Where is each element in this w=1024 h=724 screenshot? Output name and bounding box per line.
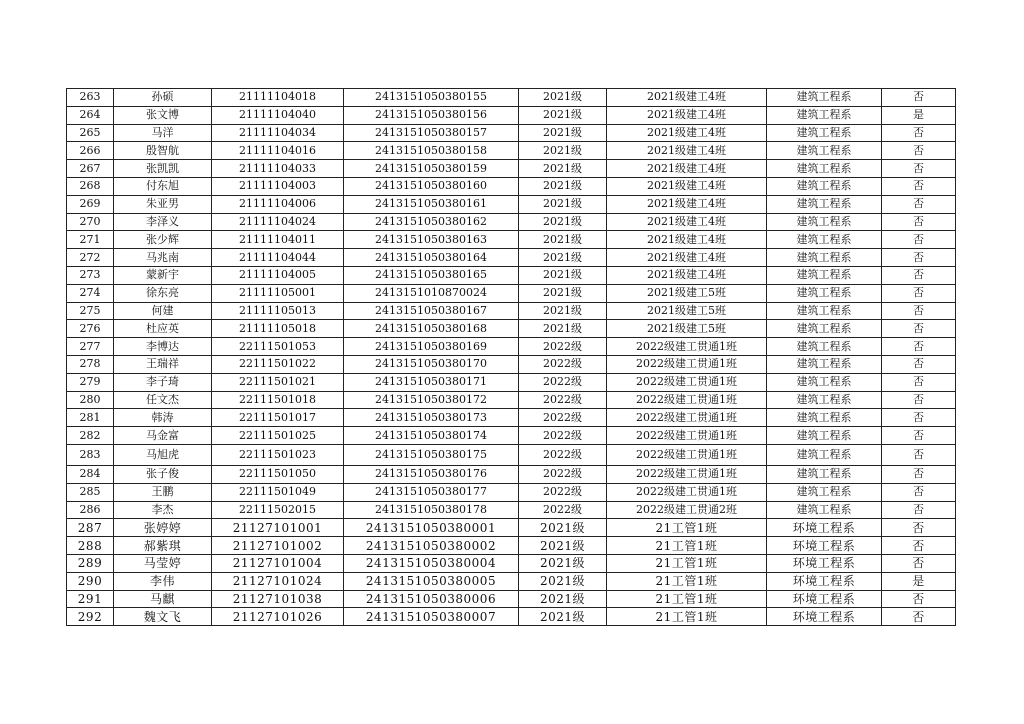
- table-row: [67, 537, 956, 555]
- flag-cell: 否: [882, 444, 956, 465]
- table-row: [67, 409, 956, 427]
- student-name-cell: 李泽义: [114, 213, 212, 231]
- grade-cell: 2021级: [519, 554, 607, 572]
- row-number-cell: 265: [67, 124, 114, 142]
- flag-cell: 是: [882, 572, 956, 590]
- row-number-cell: 272: [67, 249, 114, 267]
- student-name-cell: 张子俊: [114, 465, 212, 483]
- flag-cell: 否: [882, 160, 956, 178]
- registration-number-cell: 2413151050380002: [344, 537, 519, 555]
- department-cell: 建筑工程系: [767, 320, 882, 338]
- table-row: [67, 284, 956, 302]
- flag-cell: 否: [882, 231, 956, 249]
- row-number-cell: 275: [67, 302, 114, 320]
- registration-number-cell: 2413151050380006: [344, 590, 519, 608]
- row-number-cell: 276: [67, 320, 114, 338]
- registration-number-cell: 2413151050380168: [344, 320, 519, 338]
- student-id-cell: 21127101024: [212, 572, 344, 590]
- flag-cell: 否: [882, 89, 956, 107]
- department-cell: 建筑工程系: [767, 444, 882, 465]
- grade-cell: 2021级: [519, 106, 607, 124]
- registration-number-cell: 2413151050380177: [344, 483, 519, 501]
- student-id-cell: 22111501049: [212, 483, 344, 501]
- student-id-cell: 21111104024: [212, 213, 344, 231]
- department-cell: 建筑工程系: [767, 249, 882, 267]
- class-name-cell: 2022级建工贯通1班: [607, 465, 767, 483]
- table-row: [67, 355, 956, 373]
- class-name-cell: 21工管1班: [607, 608, 767, 626]
- row-number-cell: 273: [67, 266, 114, 284]
- registration-number-cell: 2413151050380162: [344, 213, 519, 231]
- student-id-cell: 21111104016: [212, 142, 344, 160]
- student-id-cell: 21111104003: [212, 177, 344, 195]
- student-id-cell: 21111104006: [212, 195, 344, 213]
- class-name-cell: 2022级建工贯通1班: [607, 444, 767, 465]
- department-cell: 建筑工程系: [767, 427, 882, 445]
- student-name-cell: 李子琦: [114, 373, 212, 391]
- flag-cell: 否: [882, 249, 956, 267]
- table-row: [67, 465, 956, 483]
- table-row: [67, 231, 956, 249]
- grade-cell: 2022级: [519, 409, 607, 427]
- student-id-cell: 22111501023: [212, 444, 344, 465]
- department-cell: 建筑工程系: [767, 160, 882, 178]
- grade-cell: 2021级: [519, 266, 607, 284]
- department-cell: 建筑工程系: [767, 501, 882, 519]
- flag-cell: 否: [882, 195, 956, 213]
- department-cell: 建筑工程系: [767, 483, 882, 501]
- grade-cell: 2022级: [519, 483, 607, 501]
- grade-cell: 2021级: [519, 572, 607, 590]
- registration-number-cell: 2413151050380161: [344, 195, 519, 213]
- department-cell: 环境工程系: [767, 608, 882, 626]
- registration-number-cell: 2413151050380160: [344, 177, 519, 195]
- student-id-cell: 21111104044: [212, 249, 344, 267]
- grade-cell: 2021级: [519, 195, 607, 213]
- table-row: [67, 501, 956, 519]
- row-number-cell: 292: [67, 608, 114, 626]
- registration-number-cell: 2413151050380174: [344, 427, 519, 445]
- class-name-cell: 2021级建工5班: [607, 284, 767, 302]
- table-row: [67, 124, 956, 142]
- table-row: [67, 177, 956, 195]
- row-number-cell: 268: [67, 177, 114, 195]
- class-name-cell: 2021级建工4班: [607, 249, 767, 267]
- grade-cell: 2022级: [519, 355, 607, 373]
- student-id-cell: 21127101002: [212, 537, 344, 555]
- row-number-cell: 286: [67, 501, 114, 519]
- student-id-cell: 21127101001: [212, 519, 344, 537]
- flag-cell: 否: [882, 465, 956, 483]
- student-id-cell: 21111104005: [212, 266, 344, 284]
- table-row: [67, 213, 956, 231]
- class-name-cell: 2022级建工贯通1班: [607, 355, 767, 373]
- student-name-cell: 张文博: [114, 106, 212, 124]
- registration-number-cell: 2413151050380158: [344, 142, 519, 160]
- table-row: [67, 391, 956, 409]
- student-id-cell: 21127101004: [212, 554, 344, 572]
- row-number-cell: 288: [67, 537, 114, 555]
- department-cell: 建筑工程系: [767, 106, 882, 124]
- student-name-cell: 郝紫琪: [114, 537, 212, 555]
- student-id-cell: 22111502015: [212, 501, 344, 519]
- flag-cell: 否: [882, 519, 956, 537]
- class-name-cell: 21工管1班: [607, 554, 767, 572]
- class-name-cell: 2021级建工4班: [607, 266, 767, 284]
- registration-number-cell: 2413151050380176: [344, 465, 519, 483]
- table-body: [67, 89, 956, 626]
- department-cell: 建筑工程系: [767, 124, 882, 142]
- flag-cell: 否: [882, 142, 956, 160]
- flag-cell: 否: [882, 554, 956, 572]
- flag-cell: 否: [882, 338, 956, 356]
- row-number-cell: 285: [67, 483, 114, 501]
- registration-number-cell: 2413151050380173: [344, 409, 519, 427]
- student-name-cell: 李博达: [114, 338, 212, 356]
- table-row: [67, 572, 956, 590]
- student-id-cell: 22111501053: [212, 338, 344, 356]
- flag-cell: 否: [882, 124, 956, 142]
- student-id-cell: 21111105001: [212, 284, 344, 302]
- department-cell: 建筑工程系: [767, 338, 882, 356]
- student-id-cell: 21111104034: [212, 124, 344, 142]
- row-number-cell: 271: [67, 231, 114, 249]
- department-cell: 建筑工程系: [767, 195, 882, 213]
- row-number-cell: 274: [67, 284, 114, 302]
- row-number-cell: 263: [67, 89, 114, 107]
- flag-cell: 否: [882, 391, 956, 409]
- department-cell: 建筑工程系: [767, 89, 882, 107]
- table-row: [67, 590, 956, 608]
- table-row: [67, 320, 956, 338]
- class-name-cell: 2021级建工4班: [607, 231, 767, 249]
- table-row: [67, 483, 956, 501]
- class-name-cell: 2021级建工5班: [607, 320, 767, 338]
- student-id-cell: 21111105018: [212, 320, 344, 338]
- row-number-cell: 278: [67, 355, 114, 373]
- grade-cell: 2022级: [519, 501, 607, 519]
- grade-cell: 2022级: [519, 444, 607, 465]
- department-cell: 建筑工程系: [767, 266, 882, 284]
- registration-number-cell: 2413151050380163: [344, 231, 519, 249]
- registration-number-cell: 2413151050380156: [344, 106, 519, 124]
- department-cell: 环境工程系: [767, 537, 882, 555]
- flag-cell: 否: [882, 427, 956, 445]
- student-name-cell: 蒙新宇: [114, 266, 212, 284]
- class-name-cell: 2021级建工4班: [607, 160, 767, 178]
- class-name-cell: 2022级建工贯通1班: [607, 409, 767, 427]
- row-number-cell: 289: [67, 554, 114, 572]
- table-row: [67, 106, 956, 124]
- grade-cell: 2021级: [519, 608, 607, 626]
- class-name-cell: 2021级建工4班: [607, 106, 767, 124]
- flag-cell: 否: [882, 483, 956, 501]
- student-id-cell: 22111501025: [212, 427, 344, 445]
- student-name-cell: 韩涛: [114, 409, 212, 427]
- flag-cell: 否: [882, 590, 956, 608]
- department-cell: 建筑工程系: [767, 391, 882, 409]
- grade-cell: 2022级: [519, 373, 607, 391]
- department-cell: 环境工程系: [767, 519, 882, 537]
- student-name-cell: 马旭虎: [114, 444, 212, 465]
- grade-cell: 2021级: [519, 160, 607, 178]
- student-name-cell: 殷智航: [114, 142, 212, 160]
- grade-cell: 2021级: [519, 537, 607, 555]
- class-name-cell: 2022级建工贯通1班: [607, 391, 767, 409]
- flag-cell: 是: [882, 106, 956, 124]
- registration-number-cell: 2413151050380164: [344, 249, 519, 267]
- class-name-cell: 2022级建工贯通1班: [607, 338, 767, 356]
- student-name-cell: 任文杰: [114, 391, 212, 409]
- table-row: [67, 142, 956, 160]
- registration-number-cell: 2413151050380171: [344, 373, 519, 391]
- registration-number-cell: 2413151050380004: [344, 554, 519, 572]
- registration-number-cell: 2413151050380170: [344, 355, 519, 373]
- registration-number-cell: 2413151050380172: [344, 391, 519, 409]
- class-name-cell: 2021级建工4班: [607, 195, 767, 213]
- flag-cell: 否: [882, 537, 956, 555]
- row-number-cell: 280: [67, 391, 114, 409]
- student-table: [66, 88, 956, 626]
- flag-cell: 否: [882, 501, 956, 519]
- row-number-cell: 287: [67, 519, 114, 537]
- row-number-cell: 283: [67, 444, 114, 465]
- table-row: [67, 373, 956, 391]
- department-cell: 建筑工程系: [767, 213, 882, 231]
- department-cell: 环境工程系: [767, 590, 882, 608]
- student-name-cell: 朱亚男: [114, 195, 212, 213]
- table-row: [67, 302, 956, 320]
- table-row: [67, 554, 956, 572]
- table-row: [67, 444, 956, 465]
- flag-cell: 否: [882, 355, 956, 373]
- class-name-cell: 21工管1班: [607, 537, 767, 555]
- student-id-cell: 21111104033: [212, 160, 344, 178]
- student-id-cell: 22111501050: [212, 465, 344, 483]
- class-name-cell: 2022级建工贯通1班: [607, 427, 767, 445]
- student-name-cell: 孙硕: [114, 89, 212, 107]
- student-name-cell: 马金富: [114, 427, 212, 445]
- student-name-cell: 张凯凯: [114, 160, 212, 178]
- grade-cell: 2021级: [519, 231, 607, 249]
- department-cell: 建筑工程系: [767, 177, 882, 195]
- student-id-cell: 22111501022: [212, 355, 344, 373]
- student-id-cell: 22111501021: [212, 373, 344, 391]
- student-id-cell: 21111104011: [212, 231, 344, 249]
- department-cell: 建筑工程系: [767, 409, 882, 427]
- class-name-cell: 21工管1班: [607, 590, 767, 608]
- grade-cell: 2021级: [519, 142, 607, 160]
- department-cell: 建筑工程系: [767, 284, 882, 302]
- registration-number-cell: 2413151050380175: [344, 444, 519, 465]
- student-id-cell: 22111501018: [212, 391, 344, 409]
- flag-cell: 否: [882, 302, 956, 320]
- grade-cell: 2022级: [519, 465, 607, 483]
- student-id-cell: 22111501017: [212, 409, 344, 427]
- grade-cell: 2022级: [519, 427, 607, 445]
- student-id-cell: 21111104040: [212, 106, 344, 124]
- student-name-cell: 张少辉: [114, 231, 212, 249]
- class-name-cell: 2021级建工4班: [607, 89, 767, 107]
- registration-number-cell: 2413151050380001: [344, 519, 519, 537]
- row-number-cell: 266: [67, 142, 114, 160]
- table-row: [67, 608, 956, 626]
- registration-number-cell: 2413151050380167: [344, 302, 519, 320]
- class-name-cell: 2022级建工贯通2班: [607, 501, 767, 519]
- table-row: [67, 427, 956, 445]
- class-name-cell: 2021级建工4班: [607, 124, 767, 142]
- grade-cell: 2021级: [519, 124, 607, 142]
- table-row: [67, 195, 956, 213]
- department-cell: 建筑工程系: [767, 373, 882, 391]
- table-row: [67, 89, 956, 107]
- class-name-cell: 2021级建工4班: [607, 142, 767, 160]
- department-cell: 建筑工程系: [767, 355, 882, 373]
- registration-number-cell: 2413151050380007: [344, 608, 519, 626]
- flag-cell: 否: [882, 608, 956, 626]
- row-number-cell: 267: [67, 160, 114, 178]
- department-cell: 建筑工程系: [767, 465, 882, 483]
- table-row: [67, 519, 956, 537]
- flag-cell: 否: [882, 409, 956, 427]
- student-name-cell: 李杰: [114, 501, 212, 519]
- row-number-cell: 279: [67, 373, 114, 391]
- registration-number-cell: 2413151050380159: [344, 160, 519, 178]
- grade-cell: 2021级: [519, 213, 607, 231]
- registration-number-cell: 2413151050380165: [344, 266, 519, 284]
- student-name-cell: 马麒: [114, 590, 212, 608]
- student-id-cell: 21111105013: [212, 302, 344, 320]
- row-number-cell: 277: [67, 338, 114, 356]
- row-number-cell: 284: [67, 465, 114, 483]
- department-cell: 环境工程系: [767, 572, 882, 590]
- grade-cell: 2021级: [519, 89, 607, 107]
- row-number-cell: 264: [67, 106, 114, 124]
- registration-number-cell: 2413151050380178: [344, 501, 519, 519]
- student-name-cell: 张婷婷: [114, 519, 212, 537]
- registration-number-cell: 2413151010870024: [344, 284, 519, 302]
- department-cell: 环境工程系: [767, 554, 882, 572]
- department-cell: 建筑工程系: [767, 231, 882, 249]
- flag-cell: 否: [882, 284, 956, 302]
- row-number-cell: 291: [67, 590, 114, 608]
- row-number-cell: 270: [67, 213, 114, 231]
- class-name-cell: 2022级建工贯通1班: [607, 483, 767, 501]
- registration-number-cell: 2413151050380169: [344, 338, 519, 356]
- row-number-cell: 281: [67, 409, 114, 427]
- table-row: [67, 249, 956, 267]
- flag-cell: 否: [882, 373, 956, 391]
- class-name-cell: 2021级建工4班: [607, 177, 767, 195]
- class-name-cell: 2021级建工5班: [607, 302, 767, 320]
- grade-cell: 2022级: [519, 391, 607, 409]
- student-name-cell: 马莹婷: [114, 554, 212, 572]
- grade-cell: 2021级: [519, 177, 607, 195]
- student-name-cell: 马洋: [114, 124, 212, 142]
- student-id-cell: 21111104018: [212, 89, 344, 107]
- student-id-cell: 21127101026: [212, 608, 344, 626]
- grade-cell: 2021级: [519, 320, 607, 338]
- flag-cell: 否: [882, 266, 956, 284]
- student-name-cell: 王鹏: [114, 483, 212, 501]
- grade-cell: 2021级: [519, 590, 607, 608]
- grade-cell: 2021级: [519, 519, 607, 537]
- table-row: [67, 338, 956, 356]
- student-name-cell: 徐东亮: [114, 284, 212, 302]
- grade-cell: 2021级: [519, 249, 607, 267]
- row-number-cell: 269: [67, 195, 114, 213]
- student-name-cell: 何建: [114, 302, 212, 320]
- class-name-cell: 21工管1班: [607, 519, 767, 537]
- table-row: [67, 266, 956, 284]
- student-name-cell: 付东旭: [114, 177, 212, 195]
- class-name-cell: 2021级建工4班: [607, 213, 767, 231]
- registration-number-cell: 2413151050380005: [344, 572, 519, 590]
- row-number-cell: 290: [67, 572, 114, 590]
- student-id-cell: 21127101038: [212, 590, 344, 608]
- grade-cell: 2021级: [519, 302, 607, 320]
- flag-cell: 否: [882, 213, 956, 231]
- department-cell: 建筑工程系: [767, 142, 882, 160]
- registration-number-cell: 2413151050380157: [344, 124, 519, 142]
- class-name-cell: 21工管1班: [607, 572, 767, 590]
- student-name-cell: 王瑞祥: [114, 355, 212, 373]
- student-name-cell: 魏文飞: [114, 608, 212, 626]
- table-row: [67, 160, 956, 178]
- flag-cell: 否: [882, 177, 956, 195]
- flag-cell: 否: [882, 320, 956, 338]
- row-number-cell: 282: [67, 427, 114, 445]
- student-name-cell: 马兆南: [114, 249, 212, 267]
- registration-number-cell: 2413151050380155: [344, 89, 519, 107]
- grade-cell: 2021级: [519, 284, 607, 302]
- student-name-cell: 李伟: [114, 572, 212, 590]
- grade-cell: 2022级: [519, 338, 607, 356]
- department-cell: 建筑工程系: [767, 302, 882, 320]
- student-name-cell: 杜应英: [114, 320, 212, 338]
- class-name-cell: 2022级建工贯通1班: [607, 373, 767, 391]
